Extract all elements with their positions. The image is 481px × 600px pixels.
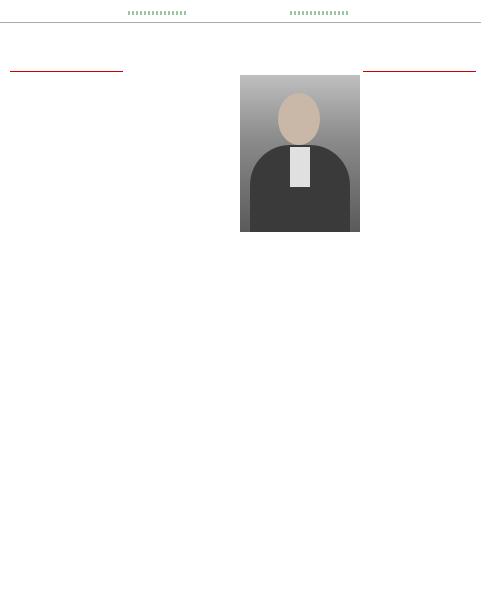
article1-column-1	[10, 125, 122, 241]
section-decoration-right	[290, 11, 350, 15]
header-divider	[0, 22, 481, 23]
portrait-photo	[240, 75, 360, 232]
portrait-face	[278, 93, 320, 145]
article1-column-2	[128, 125, 236, 241]
article1-redline-left	[10, 71, 123, 72]
article1-redline-right	[363, 71, 476, 72]
section-decoration-left	[128, 11, 188, 15]
article1-column-3	[240, 234, 360, 242]
portrait-shirt	[290, 147, 310, 187]
